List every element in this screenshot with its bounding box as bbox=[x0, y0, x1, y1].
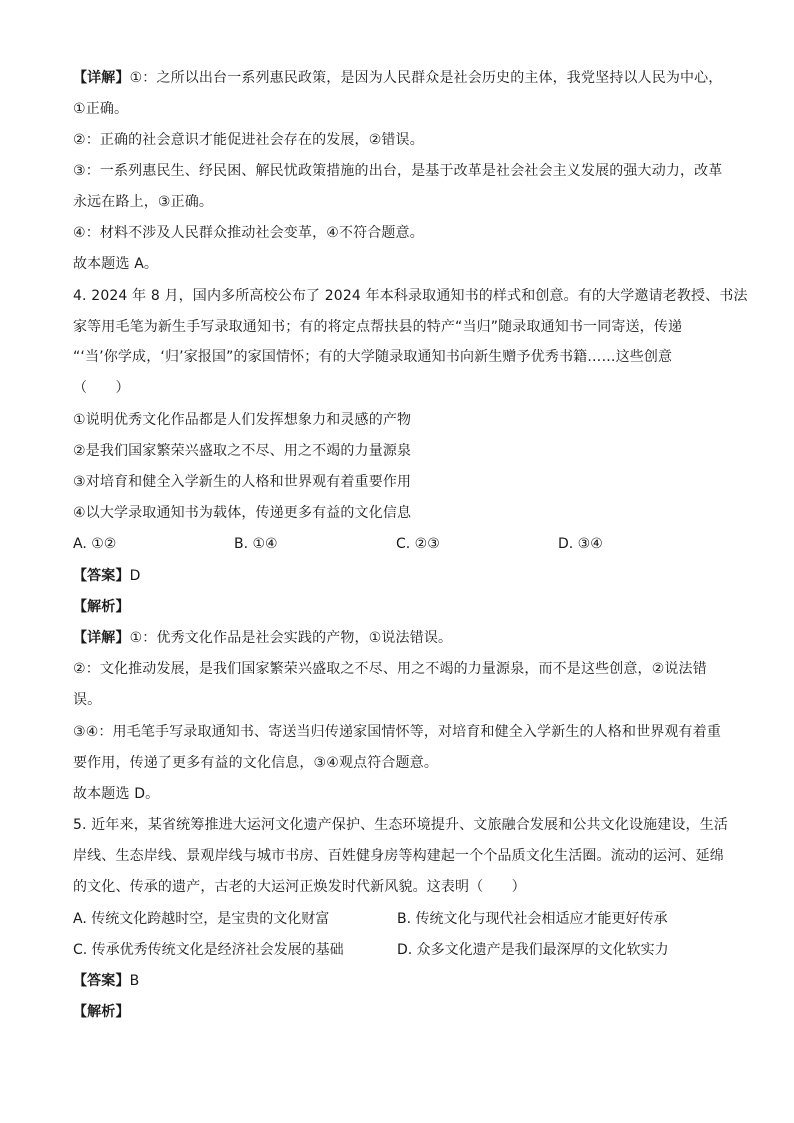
q3-detail-line-5: 永远在路上，③正确。 bbox=[73, 194, 214, 210]
q4-answer bbox=[73, 566, 141, 586]
q3-detail-line-2: ①正确。 bbox=[73, 101, 129, 117]
q4-stem-line-3: “‘当’你学成，‘归’家报国”的家国情怀；有的大学随录取通知书向新生赠予优秀书籍……这些创意 bbox=[73, 349, 673, 365]
q5-analysis-heading: 【解析】 bbox=[73, 1004, 130, 1020]
q5-option-d: D. 众多文化遗产是我们最深厚的文化软实力 bbox=[397, 942, 669, 958]
q4-option-c: C. ②③ bbox=[396, 536, 440, 552]
q4-stem-line-2: 家等用毛笔为新生手写录取通知书；有的将定点帮扶县的特产“当归”随录取通知书一同寄送，传递 bbox=[73, 319, 683, 335]
q5-option-a: A. 传统文化跨越时空，是宝贵的文化财富 bbox=[73, 911, 330, 927]
q3-detail-line-4: ③：一系列惠民生、纾民困、解民忧政策措施的出台，是基于改革是社会社会主义发展的强大动力，改革 bbox=[73, 163, 723, 179]
q3-conclusion: 故本题选 A。 bbox=[73, 256, 159, 272]
q3-detail-line-3: ②：正确的社会意识才能促进社会存在的发展，②错误。 bbox=[73, 132, 424, 148]
q4-option-d: D. ③④ bbox=[558, 536, 603, 552]
q5-answer-value: B bbox=[129, 973, 140, 989]
q3-detail-tag: 【详解】 bbox=[73, 70, 130, 86]
q4-detail-line-3: 误。 bbox=[73, 692, 102, 708]
q5-stem-line-1: 5. 近年来，某省统筹推进大运河文化遗产保护、生态环境提升、文旅融合发展和公共文化设施建设，生活 bbox=[73, 817, 729, 833]
q4-detail-tag: 【详解】 bbox=[73, 630, 130, 646]
q4-option-a: A. ①② bbox=[73, 536, 117, 552]
q4-statement-4: ④以大学录取通知书为载体，传递更多有益的文化信息 bbox=[73, 505, 412, 521]
q3-detail-line-1: 【详解】①：之所以出台一系列惠民政策，是因为人民群众是社会历史的主体，我党坚持以人民为中心， bbox=[73, 70, 723, 86]
q4-statement-2: ②是我们国家繁荣兴盛取之不尽、用之不竭的力量源泉 bbox=[73, 443, 412, 459]
q4-statement-3: ③对培育和健全入学新生的人格和世界观有着重要作用 bbox=[73, 474, 412, 490]
q3-detail-line-6: ④：材料不涉及人民群众推动社会变革，④不符合题意。 bbox=[73, 225, 424, 241]
q5-option-b: B. 传统文化与现代社会相适应才能更好传承 bbox=[397, 911, 668, 927]
q4-statement-1: ①说明优秀文化作品都是人们发挥想象力和灵感的产物 bbox=[73, 412, 412, 428]
q4-answer-tag: 【答案】 bbox=[73, 568, 130, 584]
q4-stem-line-1: 4. 2024 年 8 月，国内多所高校公布了 2024 年本科录取通知书的样式和创意。有的大学邀请老教授、书法 bbox=[73, 288, 748, 304]
q4-analysis-heading: 【解析】 bbox=[73, 599, 130, 615]
q4-stem-line-4: （ ） bbox=[73, 380, 130, 396]
q4-answer-value: D bbox=[129, 568, 141, 584]
q4-option-b: B. ①④ bbox=[234, 536, 278, 552]
q4-detail-line-1: 【详解】①：优秀文化作品是社会实践的产物，①说法错误。 bbox=[73, 630, 453, 646]
q5-answer bbox=[73, 971, 139, 991]
q5-stem-line-3: 的文化、传承的遗产，古老的大运河正焕发时代新风貌。这表明（ ） bbox=[73, 879, 526, 895]
q4-detail-line-5: 要作用，传递了更多有益的文化信息，③④观点符合题意。 bbox=[73, 755, 438, 771]
q4-conclusion: 故本题选 D。 bbox=[73, 786, 160, 802]
q5-stem-line-2: 岸线、生态岸线、景观岸线与城市书房、百姓健身房等构建起一个个品质文化生活圈。流动的运河、延绵 bbox=[73, 848, 724, 864]
q5-answer-tag: 【答案】 bbox=[73, 973, 130, 989]
q4-detail-line-4: ③④：用毛笔手写录取通知书、寄送当归传递家国情怀等，对培育和健全入学新生的人格和世界观有着重 bbox=[73, 724, 721, 740]
q4-detail-line-2: ②：文化推动发展，是我们国家繁荣兴盛取之不尽、用之不竭的力量源泉，而不是这些创意，②说法错 bbox=[73, 661, 707, 677]
q5-option-c: C. 传承优秀传统文化是经济社会发展的基础 bbox=[73, 942, 344, 958]
